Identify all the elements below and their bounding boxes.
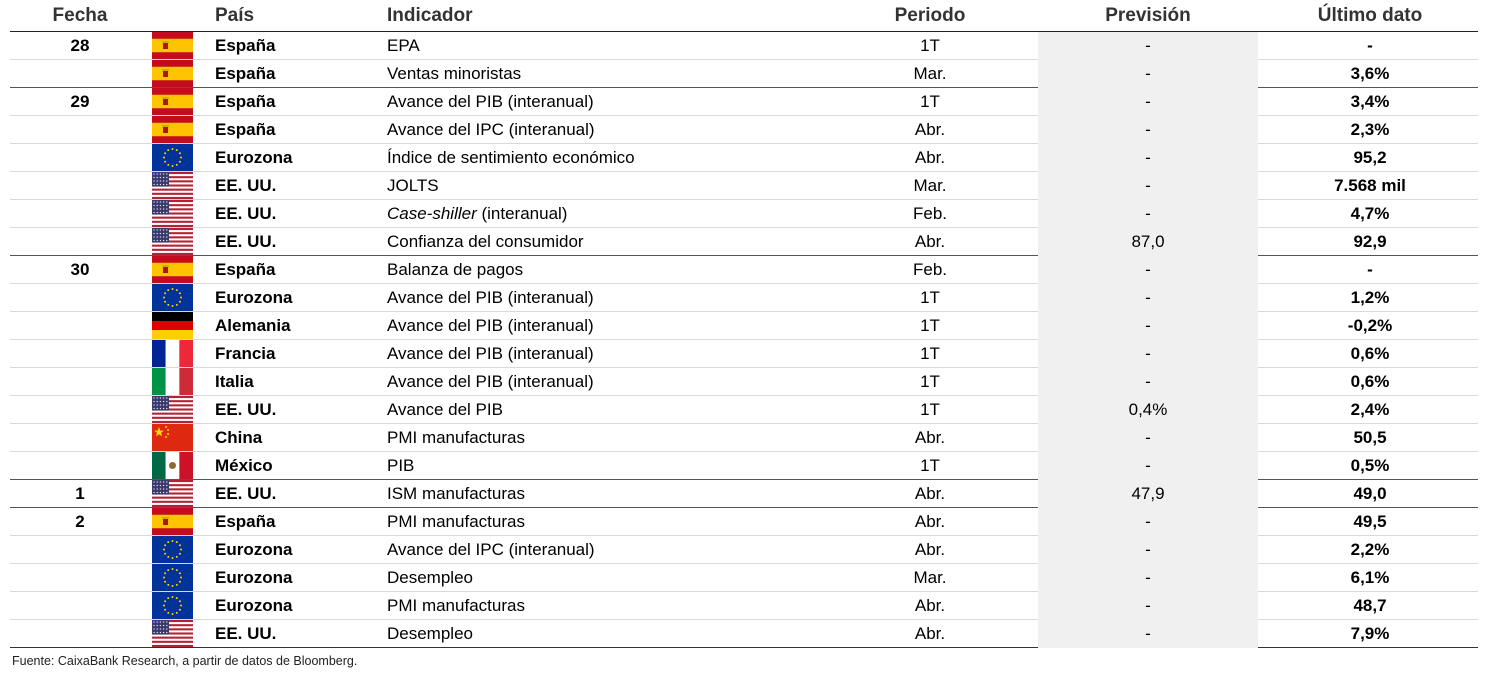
eu-flag xyxy=(152,592,193,619)
country-cell: Eurozona xyxy=(215,568,293,587)
table-row xyxy=(10,396,1478,424)
forecast-cell: - xyxy=(1145,204,1151,223)
forecast-cell: - xyxy=(1145,512,1151,531)
last-value-cell: 7.568 mil xyxy=(1334,176,1406,195)
period-cell: 1T xyxy=(920,400,940,419)
indicator-cell: Avance del PIB (interanual) xyxy=(387,288,594,307)
indicator-cell: EPA xyxy=(387,36,420,55)
eu-flag xyxy=(152,564,193,591)
last-value-cell: 7,9% xyxy=(1350,624,1390,643)
table-row xyxy=(10,620,1478,648)
spain-flag xyxy=(152,32,193,59)
indicator-cell: Desempleo xyxy=(387,624,473,643)
table-row xyxy=(10,312,1478,340)
table-row xyxy=(10,116,1478,144)
period-cell: Abr. xyxy=(914,484,946,503)
table-row xyxy=(10,32,1478,60)
last-value-cell: 4,7% xyxy=(1350,204,1390,223)
indicator-cell: Confianza del consumidor xyxy=(387,232,584,251)
header-date: Fecha xyxy=(52,5,108,26)
date-cell: 1 xyxy=(75,484,85,503)
mexico-flag xyxy=(152,452,193,479)
spain-flag xyxy=(152,60,193,87)
table-body xyxy=(10,32,1478,648)
country-cell: Eurozona xyxy=(215,288,293,307)
header-period: Periodo xyxy=(894,5,966,26)
indicator-cell: Avance del IPC (interanual) xyxy=(387,120,595,139)
period-cell: 1T xyxy=(920,372,940,391)
usa-flag xyxy=(152,620,193,647)
last-value-cell: 92,9 xyxy=(1353,232,1387,251)
indicator-cell: PMI manufacturas xyxy=(387,428,525,447)
period-cell: Mar. xyxy=(913,176,947,195)
forecast-cell: - xyxy=(1145,344,1151,363)
period-cell: Abr. xyxy=(914,148,946,167)
period-cell: 1T xyxy=(920,36,940,55)
table-row xyxy=(10,452,1478,480)
forecast-cell: 87,0 xyxy=(1131,232,1165,251)
italy-flag xyxy=(152,368,193,395)
forecast-cell: - xyxy=(1145,372,1151,391)
country-cell: EE. UU. xyxy=(215,204,277,223)
country-cell: EE. UU. xyxy=(215,484,277,503)
indicator-italic-part: Case-shiller xyxy=(387,204,477,223)
table-row xyxy=(10,88,1478,116)
header-last: Último dato xyxy=(1317,5,1423,26)
indicator-cell xyxy=(387,204,567,224)
country-cell: EE. UU. xyxy=(215,232,277,251)
indicator-cell: Balanza de pagos xyxy=(387,260,524,279)
country-cell: Alemania xyxy=(215,316,291,335)
table-row xyxy=(10,592,1478,620)
usa-flag xyxy=(152,480,193,507)
indicator-cell: Avance del PIB (interanual) xyxy=(387,344,594,363)
forecast-cell: - xyxy=(1145,36,1151,55)
forecast-cell: - xyxy=(1145,624,1151,643)
forecast-cell: 47,9 xyxy=(1131,484,1165,503)
indicator-cell: Avance del PIB (interanual) xyxy=(387,316,594,335)
last-value-cell: 6,1% xyxy=(1350,568,1390,587)
period-cell: 1T xyxy=(920,288,940,307)
table-header xyxy=(10,0,1478,32)
forecast-cell: - xyxy=(1145,288,1151,307)
usa-flag xyxy=(152,396,193,423)
period-cell: 1T xyxy=(920,92,940,111)
country-cell: España xyxy=(215,120,276,139)
forecast-cell: - xyxy=(1145,120,1151,139)
country-cell: España xyxy=(215,64,276,83)
usa-flag xyxy=(152,228,193,255)
country-cell: España xyxy=(215,92,276,111)
indicator-cell: JOLTS xyxy=(387,176,439,195)
forecast-cell: - xyxy=(1145,148,1151,167)
date-cell: 30 xyxy=(70,260,90,279)
last-value-cell: 3,4% xyxy=(1350,92,1390,111)
source-note: Fuente: CaixaBank Research, a partir de datos de Bloomberg. xyxy=(12,654,358,668)
last-value-cell: 3,6% xyxy=(1350,64,1390,83)
germany-flag xyxy=(152,312,193,339)
period-cell: Feb. xyxy=(912,204,948,223)
table-row xyxy=(10,340,1478,368)
indicator-cell: PMI manufacturas xyxy=(387,512,525,531)
country-cell: EE. UU. xyxy=(215,624,277,643)
table-row xyxy=(10,284,1478,312)
table-row xyxy=(10,228,1478,256)
country-cell: España xyxy=(215,36,276,55)
indicator-cell: PIB xyxy=(387,456,415,475)
spain-flag xyxy=(152,256,193,283)
forecast-cell: - xyxy=(1145,176,1151,195)
period-cell: Mar. xyxy=(913,568,947,587)
last-value-cell: 2,3% xyxy=(1350,120,1390,139)
last-value-cell: 48,7 xyxy=(1353,596,1387,615)
spain-flag xyxy=(152,116,193,143)
country-cell: EE. UU. xyxy=(215,400,277,419)
last-value-cell: 2,4% xyxy=(1350,400,1390,419)
last-value-cell: 49,5 xyxy=(1353,512,1387,531)
period-cell: Feb. xyxy=(912,260,948,279)
last-value-cell: -0,2% xyxy=(1347,316,1393,335)
table-row xyxy=(10,564,1478,592)
calendar-table xyxy=(10,0,1478,648)
last-value-cell: - xyxy=(1367,36,1373,55)
indicator-cell: Índice de sentimiento económico xyxy=(387,148,635,167)
spain-flag xyxy=(152,508,193,535)
china-flag xyxy=(152,424,193,451)
indicator-cell: Desempleo xyxy=(387,568,473,587)
country-cell: Francia xyxy=(215,344,276,363)
eu-flag xyxy=(152,144,193,171)
period-cell: Abr. xyxy=(914,120,946,139)
country-cell: EE. UU. xyxy=(215,176,277,195)
table-row xyxy=(10,200,1478,228)
last-value-cell: 49,0 xyxy=(1353,484,1387,503)
forecast-cell: - xyxy=(1145,316,1151,335)
header-forecast: Previsión xyxy=(1105,5,1191,26)
last-value-cell: 0,6% xyxy=(1350,372,1390,391)
table-row xyxy=(10,508,1478,536)
forecast-cell: - xyxy=(1145,92,1151,111)
table-row xyxy=(10,424,1478,452)
table-row xyxy=(10,480,1478,508)
country-cell: México xyxy=(215,456,273,475)
last-value-cell: 0,6% xyxy=(1350,344,1390,363)
forecast-cell: - xyxy=(1145,540,1151,559)
country-cell: Eurozona xyxy=(215,540,293,559)
country-cell: España xyxy=(215,512,276,531)
indicator-cell: Avance del PIB (interanual) xyxy=(387,92,594,111)
spain-flag xyxy=(152,88,193,115)
usa-flag xyxy=(152,172,193,199)
date-cell: 28 xyxy=(70,36,90,55)
forecast-cell: - xyxy=(1145,64,1151,83)
period-cell: 1T xyxy=(920,344,940,363)
country-cell: Eurozona xyxy=(215,596,293,615)
period-cell: 1T xyxy=(920,316,940,335)
indicator-cell: Avance del IPC (interanual) xyxy=(387,540,595,559)
table-row xyxy=(10,172,1478,200)
france-flag xyxy=(152,340,193,367)
period-cell: Abr. xyxy=(914,428,946,447)
last-value-cell: 95,2 xyxy=(1353,148,1387,167)
table-row xyxy=(10,256,1478,284)
indicator-cell: Ventas minoristas xyxy=(387,64,522,83)
period-cell: Abr. xyxy=(914,232,946,251)
forecast-cell: - xyxy=(1145,568,1151,587)
period-cell: Abr. xyxy=(914,596,946,615)
country-cell: Italia xyxy=(215,372,254,391)
date-cell: 2 xyxy=(75,512,85,531)
table-row xyxy=(10,144,1478,172)
table-row xyxy=(10,368,1478,396)
period-cell: Abr. xyxy=(914,540,946,559)
indicator-cell: PMI manufacturas xyxy=(387,596,525,615)
indicator-rest-part: (interanual) xyxy=(476,204,568,223)
header-country: País xyxy=(215,5,255,26)
forecast-cell: - xyxy=(1145,260,1151,279)
usa-flag xyxy=(152,200,193,227)
eu-flag xyxy=(152,536,193,563)
table-row xyxy=(10,536,1478,564)
last-value-cell: 1,2% xyxy=(1350,288,1390,307)
period-cell: Mar. xyxy=(913,64,947,83)
country-cell: España xyxy=(215,260,276,279)
period-cell: Abr. xyxy=(914,624,946,643)
table-row xyxy=(10,60,1478,88)
last-value-cell: 0,5% xyxy=(1350,456,1390,475)
country-cell: China xyxy=(215,428,263,447)
forecast-cell: 0,4% xyxy=(1128,400,1168,419)
last-value-cell: 50,5 xyxy=(1353,428,1387,447)
date-cell: 29 xyxy=(70,92,90,111)
country-cell: Eurozona xyxy=(215,148,293,167)
forecast-cell: - xyxy=(1145,428,1151,447)
header-indicator: Indicador xyxy=(387,5,473,26)
forecast-cell: - xyxy=(1145,456,1151,475)
forecast-cell: - xyxy=(1145,596,1151,615)
indicator-cell: ISM manufacturas xyxy=(387,484,525,503)
eu-flag xyxy=(152,284,193,311)
period-cell: 1T xyxy=(920,456,940,475)
indicator-cell: Avance del PIB xyxy=(387,400,503,419)
period-cell: Abr. xyxy=(914,512,946,531)
indicator-cell: Avance del PIB (interanual) xyxy=(387,372,594,391)
last-value-cell: - xyxy=(1367,260,1373,279)
last-value-cell: 2,2% xyxy=(1350,540,1390,559)
